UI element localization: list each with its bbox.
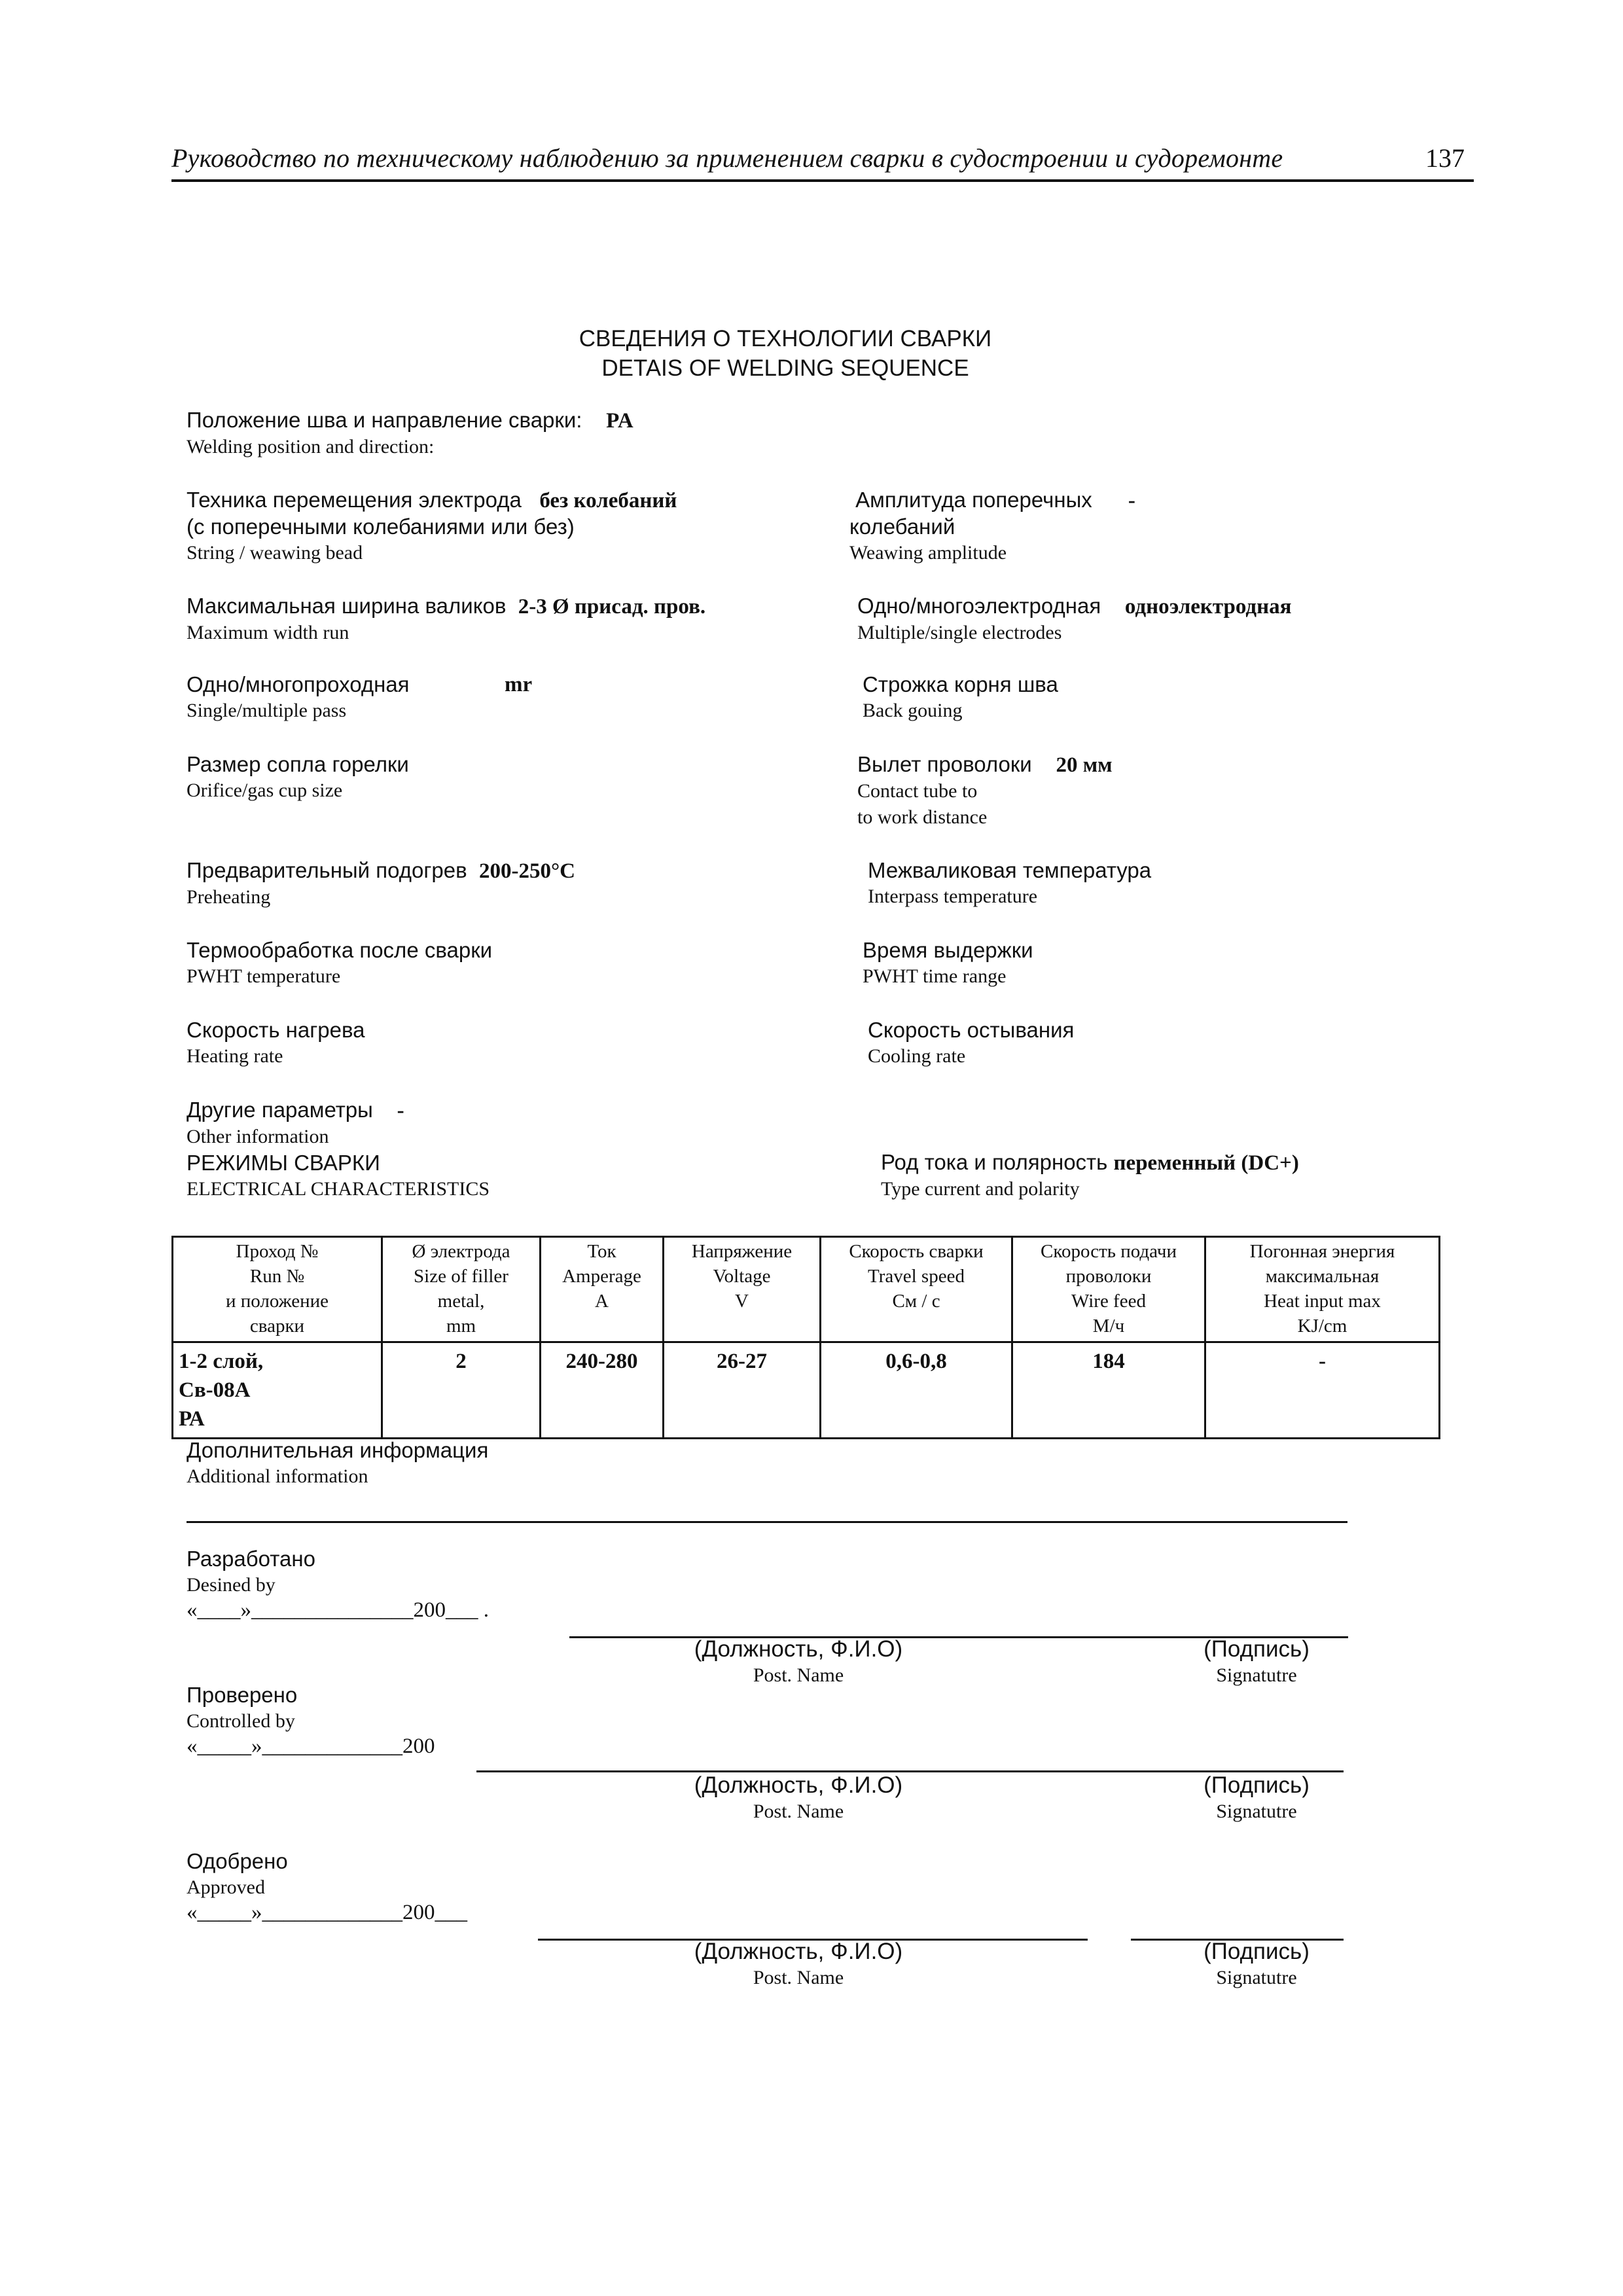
field-passes-label: Одно/многопроходная: [187, 672, 410, 696]
signature-controlled-label: Проверено: [187, 1683, 298, 1707]
field-cooling-rate-label: Скорость остывания: [868, 1018, 1075, 1042]
cell-run: 1-2 слой, Св-08А РА: [173, 1342, 382, 1439]
field-preheat-value: 200-250°С: [478, 859, 576, 883]
field-technique: [187, 487, 677, 566]
field-hold-time: [863, 937, 1033, 990]
th-run: Проход № Run № и положение сварки: [173, 1237, 382, 1342]
signature-controlled: [187, 1682, 435, 1759]
field-position-label: Положение шва и направление сварки:: [187, 408, 582, 432]
field-stickout-en: Contact tube to: [857, 780, 978, 802]
table-row: [173, 1342, 1440, 1439]
cell-voltage: 26-27: [664, 1342, 821, 1439]
signature-designed-date[interactable]: «____»_______________200___ .: [187, 1598, 489, 1622]
field-hold-time-label: Время выдержки: [863, 938, 1033, 962]
field-current-type-en: Type current and polarity: [881, 1178, 1080, 1200]
field-back-gouging-label: Строжка корня шва: [863, 672, 1058, 696]
th-travel-speed: Скорость сварки Travel speed См / с: [821, 1237, 1012, 1342]
cell-wire-feed: 184: [1012, 1342, 1205, 1439]
field-electrodes: [857, 593, 1291, 646]
field-current-type-value: переменный (DC+): [1113, 1151, 1299, 1175]
field-stickout-label: Вылет проволоки: [857, 752, 1032, 776]
field-other: [187, 1097, 490, 1202]
signature-designed-post: (Должность, Ф.И.О) Post. Name: [694, 1636, 903, 1686]
field-preheat-label: Предварительный подогрев: [187, 858, 467, 882]
page-number: 137: [1425, 143, 1465, 173]
field-other-en: Other information: [187, 1126, 329, 1147]
field-back-gouging: [863, 672, 1058, 724]
field-electrodes-en: Multiple/single electrodes: [857, 622, 1062, 643]
signature-controlled-sign: (Подпись) Signatutre: [1204, 1772, 1310, 1822]
field-cooling-rate-en: Cooling rate: [868, 1045, 966, 1067]
field-position: [187, 407, 633, 460]
signature-approved: [187, 1848, 467, 1925]
field-back-gouging-en: Back gouing: [863, 700, 963, 721]
cell-amperage: 240-280: [541, 1342, 664, 1439]
field-stickout: [857, 751, 1113, 831]
field-position-value: PA: [606, 409, 633, 433]
cell-travel-speed: 0,6-0,8: [821, 1342, 1012, 1439]
field-nozzle-en: Orifice/gas cup size: [187, 780, 343, 801]
field-max-width-value: 2-3 Ø присад. пров.: [518, 595, 706, 619]
field-interpass-en: Interpass temperature: [868, 886, 1038, 907]
field-max-width: [187, 593, 705, 646]
signature-designed-label: Разработано: [187, 1547, 315, 1571]
field-pwht: [187, 937, 492, 990]
additional-info: [187, 1437, 488, 1490]
field-amplitude-label: Амплитуда поперечных: [855, 488, 1092, 512]
field-position-en: Welding position and direction:: [187, 436, 435, 457]
header-rule: [171, 179, 1474, 182]
field-pwht-label: Термообработка после сварки: [187, 938, 493, 962]
th-wire-feed: Скорость подачи проволоки Wire feed М/ч: [1012, 1237, 1205, 1342]
additional-info-label: Дополнительная информация: [187, 1438, 489, 1462]
field-stickout-value: 20 мм: [1056, 753, 1113, 777]
cell-heat-input: -: [1205, 1342, 1440, 1439]
field-technique-label2: (с поперечными колебаниями или без): [187, 514, 575, 539]
field-max-width-label: Максимальная ширина валиков: [187, 594, 507, 618]
running-title: Руководство по техническому наблюдению за применением сварки в судостроении и судоремонте: [171, 143, 1283, 173]
field-other-value: -: [397, 1099, 404, 1122]
field-hold-time-en: PWHT time range: [863, 965, 1007, 987]
title-ru: СВЕДЕНИЯ О ТЕХНОЛОГИИ СВАРКИ: [579, 326, 992, 351]
field-electrical-label: РЕЖИМЫ СВАРКИ: [187, 1151, 380, 1175]
field-technique-label: Техника перемещения электрода: [187, 488, 522, 512]
field-technique-en: String / weawing bead: [187, 542, 363, 564]
field-preheat-en: Preheating: [187, 886, 271, 908]
field-amplitude-value: -: [1128, 489, 1135, 512]
cell-diameter: 2: [382, 1342, 541, 1439]
field-electrical-en: ELECTRICAL CHARACTERISTICS: [187, 1178, 490, 1200]
field-amplitude: [849, 487, 1135, 566]
field-passes-value: mr: [505, 673, 533, 696]
field-max-width-en: Maximum width run: [187, 622, 349, 643]
field-stickout-en2: to work distance: [857, 806, 988, 828]
signature-approved-date[interactable]: «_____»_____________200___: [187, 1901, 467, 1924]
th-voltage: Напряжение Voltage V: [664, 1237, 821, 1342]
signature-designed-sign: (Подпись) Signatutre: [1204, 1636, 1310, 1686]
field-cooling-rate: [868, 1017, 1074, 1069]
signature-controlled-date[interactable]: «_____»_____________200: [187, 1734, 435, 1758]
document-title: [0, 324, 1571, 383]
signature-approved-post: (Должность, Ф.И.О) Post. Name: [694, 1939, 903, 1988]
welding-parameters-table: [171, 1236, 1440, 1439]
title-en: DETAIS OF WELDING SEQUENCE: [601, 355, 969, 381]
field-amplitude-label2: колебаний: [849, 514, 955, 539]
field-passes-en: Single/multiple pass: [187, 700, 347, 721]
field-electrodes-label: Одно/многоэлектродная: [857, 594, 1101, 618]
field-preheat: [187, 857, 575, 910]
field-amplitude-en: Weawing amplitude: [849, 542, 1007, 564]
field-heating-rate-label: Скорость нагрева: [187, 1018, 365, 1042]
additional-info-line: [187, 1521, 1347, 1523]
additional-info-en: Additional information: [187, 1465, 368, 1487]
field-interpass: [868, 857, 1151, 910]
th-diameter: Ø электрода Size of filler metal, mm: [382, 1237, 541, 1342]
field-other-label: Другие параметры: [187, 1098, 373, 1122]
field-heating-rate: [187, 1017, 365, 1069]
signature-approved-en: Approved: [187, 1876, 265, 1898]
signature-controlled-post: (Должность, Ф.И.О) Post. Name: [694, 1772, 903, 1822]
field-pwht-en: PWHT temperature: [187, 965, 341, 987]
table-header-row: [173, 1237, 1440, 1342]
field-technique-value: без колебаний: [539, 489, 677, 512]
signature-designed-en: Desined by: [187, 1574, 276, 1596]
signature-approved-sign: (Подпись) Signatutre: [1204, 1939, 1310, 1988]
th-heat-input: Погонная энергия максимальная Heat input max KJ/cm: [1205, 1237, 1440, 1342]
signature-designed: [187, 1546, 489, 1623]
field-passes: [187, 672, 533, 724]
signature-controlled-en: Controlled by: [187, 1710, 295, 1732]
th-amperage: Ток Amperage A: [541, 1237, 664, 1342]
field-current-type: [881, 1149, 1299, 1202]
field-heating-rate-en: Heating rate: [187, 1045, 283, 1067]
signature-approved-label: Одобрено: [187, 1849, 288, 1873]
field-nozzle-label: Размер сопла горелки: [187, 752, 409, 776]
field-electrodes-value: одноэлектродная: [1124, 595, 1292, 619]
field-nozzle: [187, 751, 409, 804]
field-current-type-label: Род тока и полярность: [881, 1150, 1108, 1174]
field-interpass-label: Межваликовая температура: [868, 858, 1152, 882]
